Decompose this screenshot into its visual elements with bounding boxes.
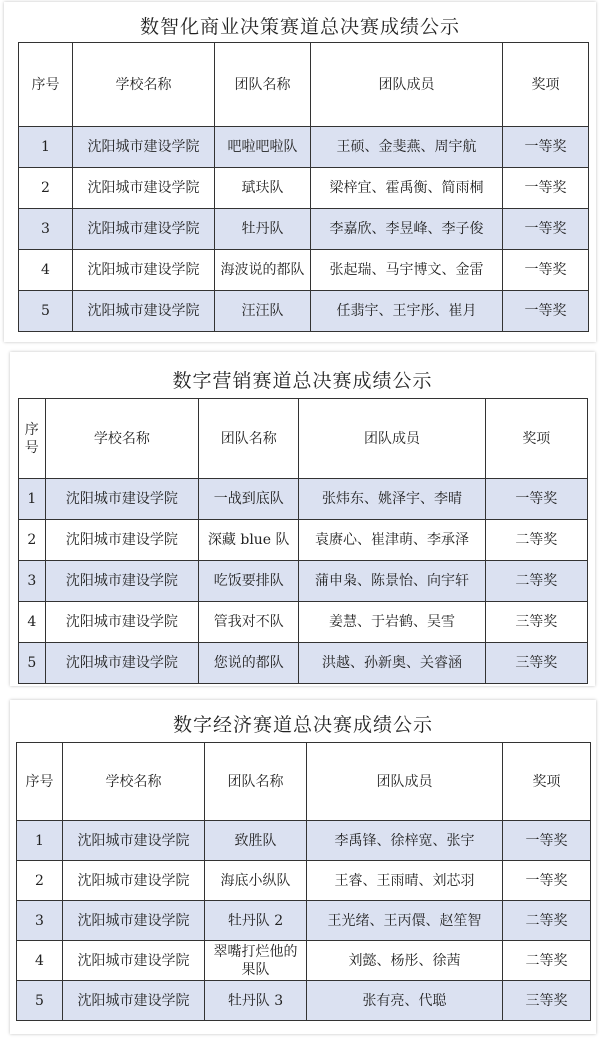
cell-index: 1 [17, 821, 63, 861]
cell-index: 5 [19, 291, 73, 332]
table-row [19, 291, 589, 332]
cell-award: 一等奖 [503, 821, 591, 861]
table-row [19, 479, 588, 520]
cell-award: 一等奖 [485, 479, 587, 520]
cell-team: 牡丹队 [215, 209, 311, 250]
cell-award: 二等奖 [503, 901, 591, 941]
table-row [19, 250, 589, 291]
cell-team: 海底小纵队 [205, 861, 307, 901]
table-title: 数字经济赛道总决赛成绩公示 [172, 714, 433, 736]
cell-team: 海波说的都队 [215, 250, 311, 291]
cell-members: 张炜东、姚泽宇、李晴 [299, 479, 485, 520]
table-row [17, 941, 591, 981]
results-panel-2 [10, 352, 595, 686]
cell-index: 1 [19, 479, 46, 520]
header-team: 团队名称 [199, 399, 299, 479]
cell-award: 一等奖 [503, 250, 589, 291]
cell-award: 一等奖 [503, 168, 589, 209]
cell-school: 沈阳城市建设学院 [45, 643, 199, 684]
header-row [19, 43, 589, 127]
table-title: 数智化商业决策赛道总决赛成绩公示 [139, 16, 460, 38]
header-school: 学校名称 [63, 743, 205, 821]
cell-award: 三等奖 [485, 602, 587, 643]
cell-members: 任翡宇、王宇彤、崔月 [311, 291, 503, 332]
header-index: 序号 [19, 399, 46, 479]
header-members: 团队成员 [307, 743, 503, 821]
cell-index: 2 [19, 168, 73, 209]
cell-school: 沈阳城市建设学院 [45, 602, 199, 643]
cell-members: 王睿、王雨晴、刘芯羽 [307, 861, 503, 901]
table-row [17, 861, 591, 901]
table-row [19, 127, 589, 168]
cell-team: 吧啦吧啦队 [215, 127, 311, 168]
cell-members: 洪越、孙新奥、关睿涵 [299, 643, 485, 684]
cell-school: 沈阳城市建设学院 [63, 981, 205, 1021]
cell-members: 王光绪、王丙儇、赵笙智 [307, 901, 503, 941]
table-row [19, 561, 588, 602]
cell-index: 4 [19, 602, 46, 643]
cell-members: 李嘉欣、李昱峰、李子俊 [311, 209, 503, 250]
header-school: 学校名称 [45, 399, 199, 479]
cell-award: 三等奖 [485, 643, 587, 684]
cell-team: 管我对不队 [199, 602, 299, 643]
header-award: 奖项 [485, 399, 587, 479]
cell-members: 张起瑞、马宇博文、金雷 [311, 250, 503, 291]
cell-award: 二等奖 [485, 561, 587, 602]
cell-team: 牡丹队 3 [205, 981, 307, 1021]
cell-team: 珷玞队 [215, 168, 311, 209]
cell-award: 一等奖 [503, 127, 589, 168]
cell-award: 一等奖 [503, 861, 591, 901]
table-row [17, 901, 591, 941]
cell-school: 沈阳城市建设学院 [45, 561, 199, 602]
cell-team: 汪汪队 [215, 291, 311, 332]
header-members: 团队成员 [311, 43, 503, 127]
cell-award: 三等奖 [503, 981, 591, 1021]
cell-team: 翠嘴打烂他的果队 [205, 941, 307, 981]
cell-members: 袁赓心、崔津萌、李承泽 [299, 520, 485, 561]
header-row [17, 743, 591, 821]
cell-team: 深藏 blue 队 [199, 520, 299, 561]
table-row [19, 209, 589, 250]
header-index: 序号 [17, 743, 63, 821]
cell-members: 姜慧、于岩鹤、吴雪 [299, 602, 485, 643]
cell-school: 沈阳城市建设学院 [45, 520, 199, 561]
cell-members: 蒲申枭、陈景怡、向宇轩 [299, 561, 485, 602]
results-table [16, 742, 591, 1021]
cell-index: 4 [17, 941, 63, 981]
cell-award: 一等奖 [503, 291, 589, 332]
cell-index: 3 [19, 561, 46, 602]
cell-award: 一等奖 [503, 209, 589, 250]
cell-members: 李禹锋、徐梓宽、张宇 [307, 821, 503, 861]
cell-members: 王硕、金斐燕、周宇航 [311, 127, 503, 168]
header-award: 奖项 [503, 743, 591, 821]
cell-school: 沈阳城市建设学院 [63, 821, 205, 861]
header-award: 奖项 [503, 43, 589, 127]
cell-members: 梁梓宜、霍禹衡、简雨桐 [311, 168, 503, 209]
cell-school: 沈阳城市建设学院 [63, 941, 205, 981]
table-row [19, 168, 589, 209]
cell-team: 牡丹队 2 [205, 901, 307, 941]
cell-team: 致胜队 [205, 821, 307, 861]
cell-team: 您说的都队 [199, 643, 299, 684]
cell-school: 沈阳城市建设学院 [45, 479, 199, 520]
cell-index: 2 [19, 520, 46, 561]
cell-index: 4 [19, 250, 73, 291]
header-team: 团队名称 [215, 43, 311, 127]
cell-members: 张有亮、代聪 [307, 981, 503, 1021]
cell-index: 3 [19, 209, 73, 250]
cell-award: 二等奖 [503, 941, 591, 981]
results-panel-3 [10, 700, 596, 1034]
cell-index: 1 [19, 127, 73, 168]
cell-index: 5 [19, 643, 46, 684]
cell-school: 沈阳城市建设学院 [63, 901, 205, 941]
cell-school: 沈阳城市建设学院 [63, 861, 205, 901]
cell-index: 5 [17, 981, 63, 1021]
cell-index: 2 [17, 861, 63, 901]
header-row [19, 399, 588, 479]
header-team: 团队名称 [205, 743, 307, 821]
results-panel-1 [4, 2, 596, 342]
cell-award: 二等奖 [485, 520, 587, 561]
table-row [17, 821, 591, 861]
table-title: 数字营销赛道总决赛成绩公示 [172, 370, 433, 392]
cell-index: 3 [17, 901, 63, 941]
table-row [19, 602, 588, 643]
cell-team: 一战到底队 [199, 479, 299, 520]
table-row [19, 643, 588, 684]
table-row [17, 981, 591, 1021]
header-members: 团队成员 [299, 399, 485, 479]
cell-members: 刘懿、杨彤、徐茜 [307, 941, 503, 981]
cell-team: 吃饭要排队 [199, 561, 299, 602]
header-school: 学校名称 [73, 43, 215, 127]
results-table [18, 42, 589, 332]
cell-school: 沈阳城市建设学院 [73, 168, 215, 209]
cell-school: 沈阳城市建设学院 [73, 250, 215, 291]
header-index: 序号 [19, 43, 73, 127]
cell-school: 沈阳城市建设学院 [73, 127, 215, 168]
results-table [18, 398, 588, 684]
table-row [19, 520, 588, 561]
cell-school: 沈阳城市建设学院 [73, 291, 215, 332]
cell-school: 沈阳城市建设学院 [73, 209, 215, 250]
